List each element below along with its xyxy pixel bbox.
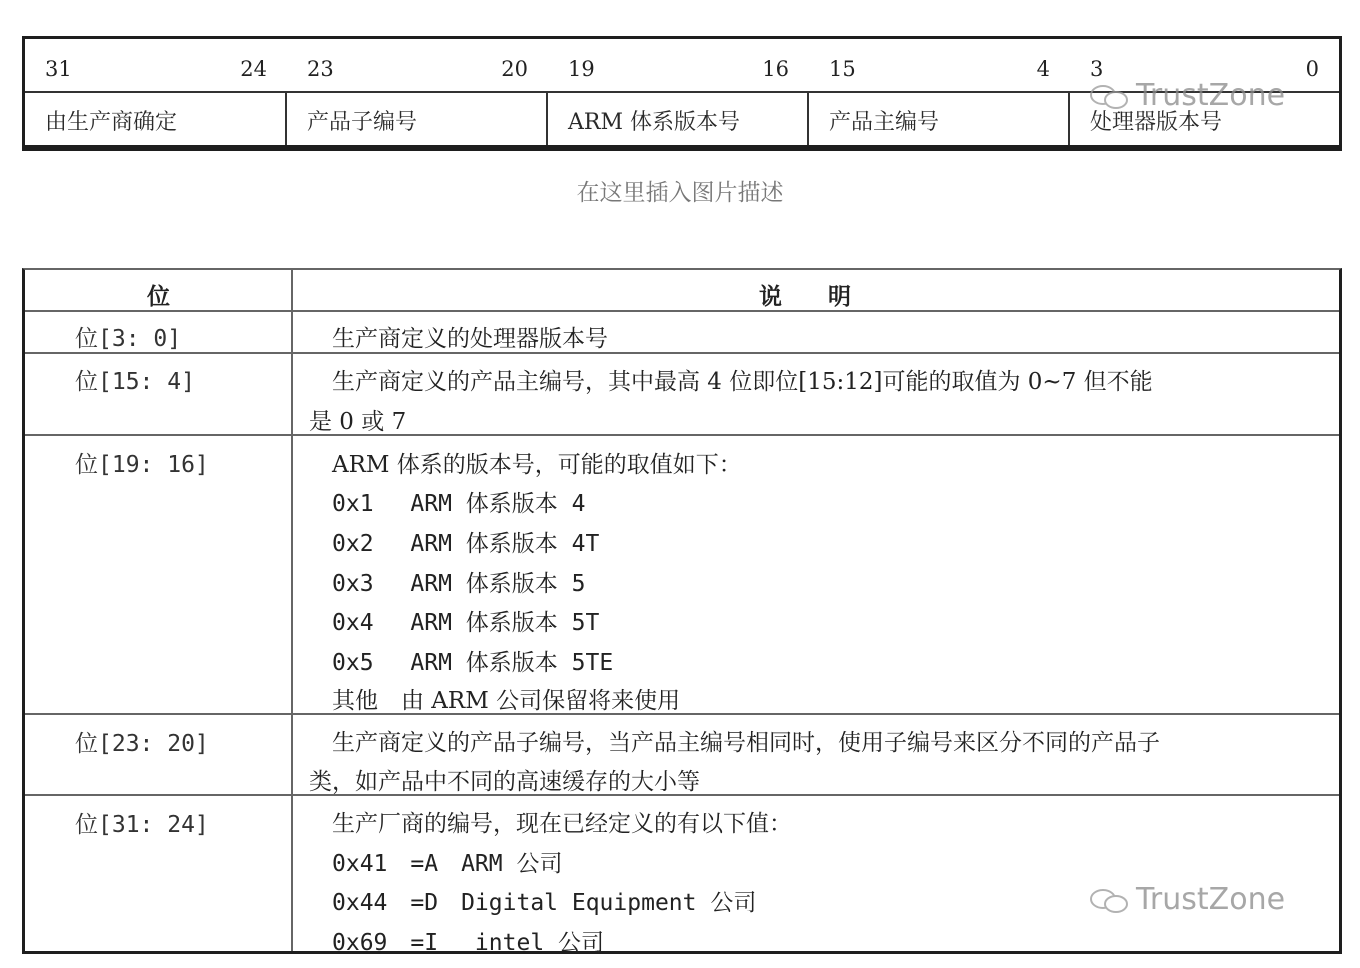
desc-line: 生产商定义的产品子编号，当产品主编号相同时，使用子编号来区分不同的产品子	[309, 730, 1160, 756]
field-product-main-number	[809, 93, 1070, 145]
image-caption: 在这里插入图片描述	[576, 180, 784, 206]
desc-line: ARM 体系的版本号，可能的取值如下：	[309, 452, 742, 478]
bit-lo: 20	[501, 57, 528, 81]
bit-lo: 16	[762, 57, 789, 81]
desc-line: 生产厂商的编号，现在已经定义的有以下值：	[309, 811, 792, 837]
bit-cell: 位[23: 20]	[75, 731, 209, 757]
bit-hi: 23	[307, 57, 334, 81]
wechat-icon	[1088, 888, 1130, 914]
bit-range-31-24	[25, 39, 287, 91]
wechat-icon	[1088, 84, 1130, 110]
desc-line: 生产商定义的产品主编号，其中最高 4 位即位[15:12]可能的取值为 0~7 但不能	[309, 369, 1153, 395]
bit-range-15-4	[809, 39, 1070, 91]
bit-hi: 3	[1090, 57, 1104, 81]
desc-line: 0x69 =I intel 公司	[309, 930, 605, 956]
field-label: 产品主编号	[829, 110, 940, 135]
watermark-text: TrustZone	[1136, 882, 1286, 917]
bit-hi: 15	[829, 57, 856, 81]
row-divider	[25, 713, 1339, 715]
row-divider	[25, 434, 1339, 436]
bit-lo: 0	[1305, 57, 1319, 81]
desc-line: 0x5 ARM 体系版本 5TE	[309, 650, 614, 676]
field-arch-version	[548, 93, 809, 145]
bit-hi: 19	[568, 57, 595, 81]
bit-cell: 位[3: 0]	[75, 326, 182, 352]
field-label: 产品子编号	[307, 110, 418, 135]
bit-range-23-20	[287, 39, 548, 91]
field-label: 处理器版本号	[1090, 110, 1223, 135]
desc-line: 0x44 =D Digital Equipment 公司	[309, 890, 757, 916]
bit-cell: 位[15: 4]	[75, 369, 195, 395]
row-divider	[25, 310, 1339, 312]
desc-line: 生产商定义的处理器版本号	[309, 326, 608, 352]
bit-cell: 位[31: 24]	[75, 812, 209, 838]
desc-line: 0x4 ARM 体系版本 5T	[309, 610, 600, 636]
field-manufacturer	[25, 93, 287, 145]
header-description: 说 明	[759, 283, 851, 310]
field-label: ARM 体系版本号	[568, 110, 740, 135]
header-bit: 位	[147, 283, 170, 310]
field-label: 由生产商确定	[45, 110, 178, 135]
trustzone-watermark	[1088, 882, 1285, 917]
field-product-sub-number	[287, 93, 548, 145]
bit-range-19-16	[548, 39, 809, 91]
column-divider	[291, 270, 293, 951]
bit-cell: 位[19: 16]	[75, 452, 209, 478]
desc-line: 类，如产品中不同的高速缓存的大小等	[309, 769, 700, 795]
bit-lo: 24	[240, 57, 267, 81]
desc-line: 0x2 ARM 体系版本 4T	[309, 531, 600, 557]
desc-line: 0x1 ARM 体系版本 4	[309, 491, 586, 517]
watermark-text: TrustZone	[1136, 78, 1286, 113]
desc-line: 其他 由 ARM 公司保留将来使用	[309, 688, 681, 714]
bit-hi: 31	[45, 57, 72, 81]
desc-line: 0x41 =A ARM 公司	[309, 851, 563, 877]
bit-description-table	[22, 268, 1342, 954]
row-divider	[25, 352, 1339, 354]
desc-line: 是 0 或 7	[309, 409, 407, 435]
trustzone-watermark	[1088, 78, 1285, 113]
desc-line: 0x3 ARM 体系版本 5	[309, 571, 586, 597]
bit-lo: 4	[1036, 57, 1050, 81]
